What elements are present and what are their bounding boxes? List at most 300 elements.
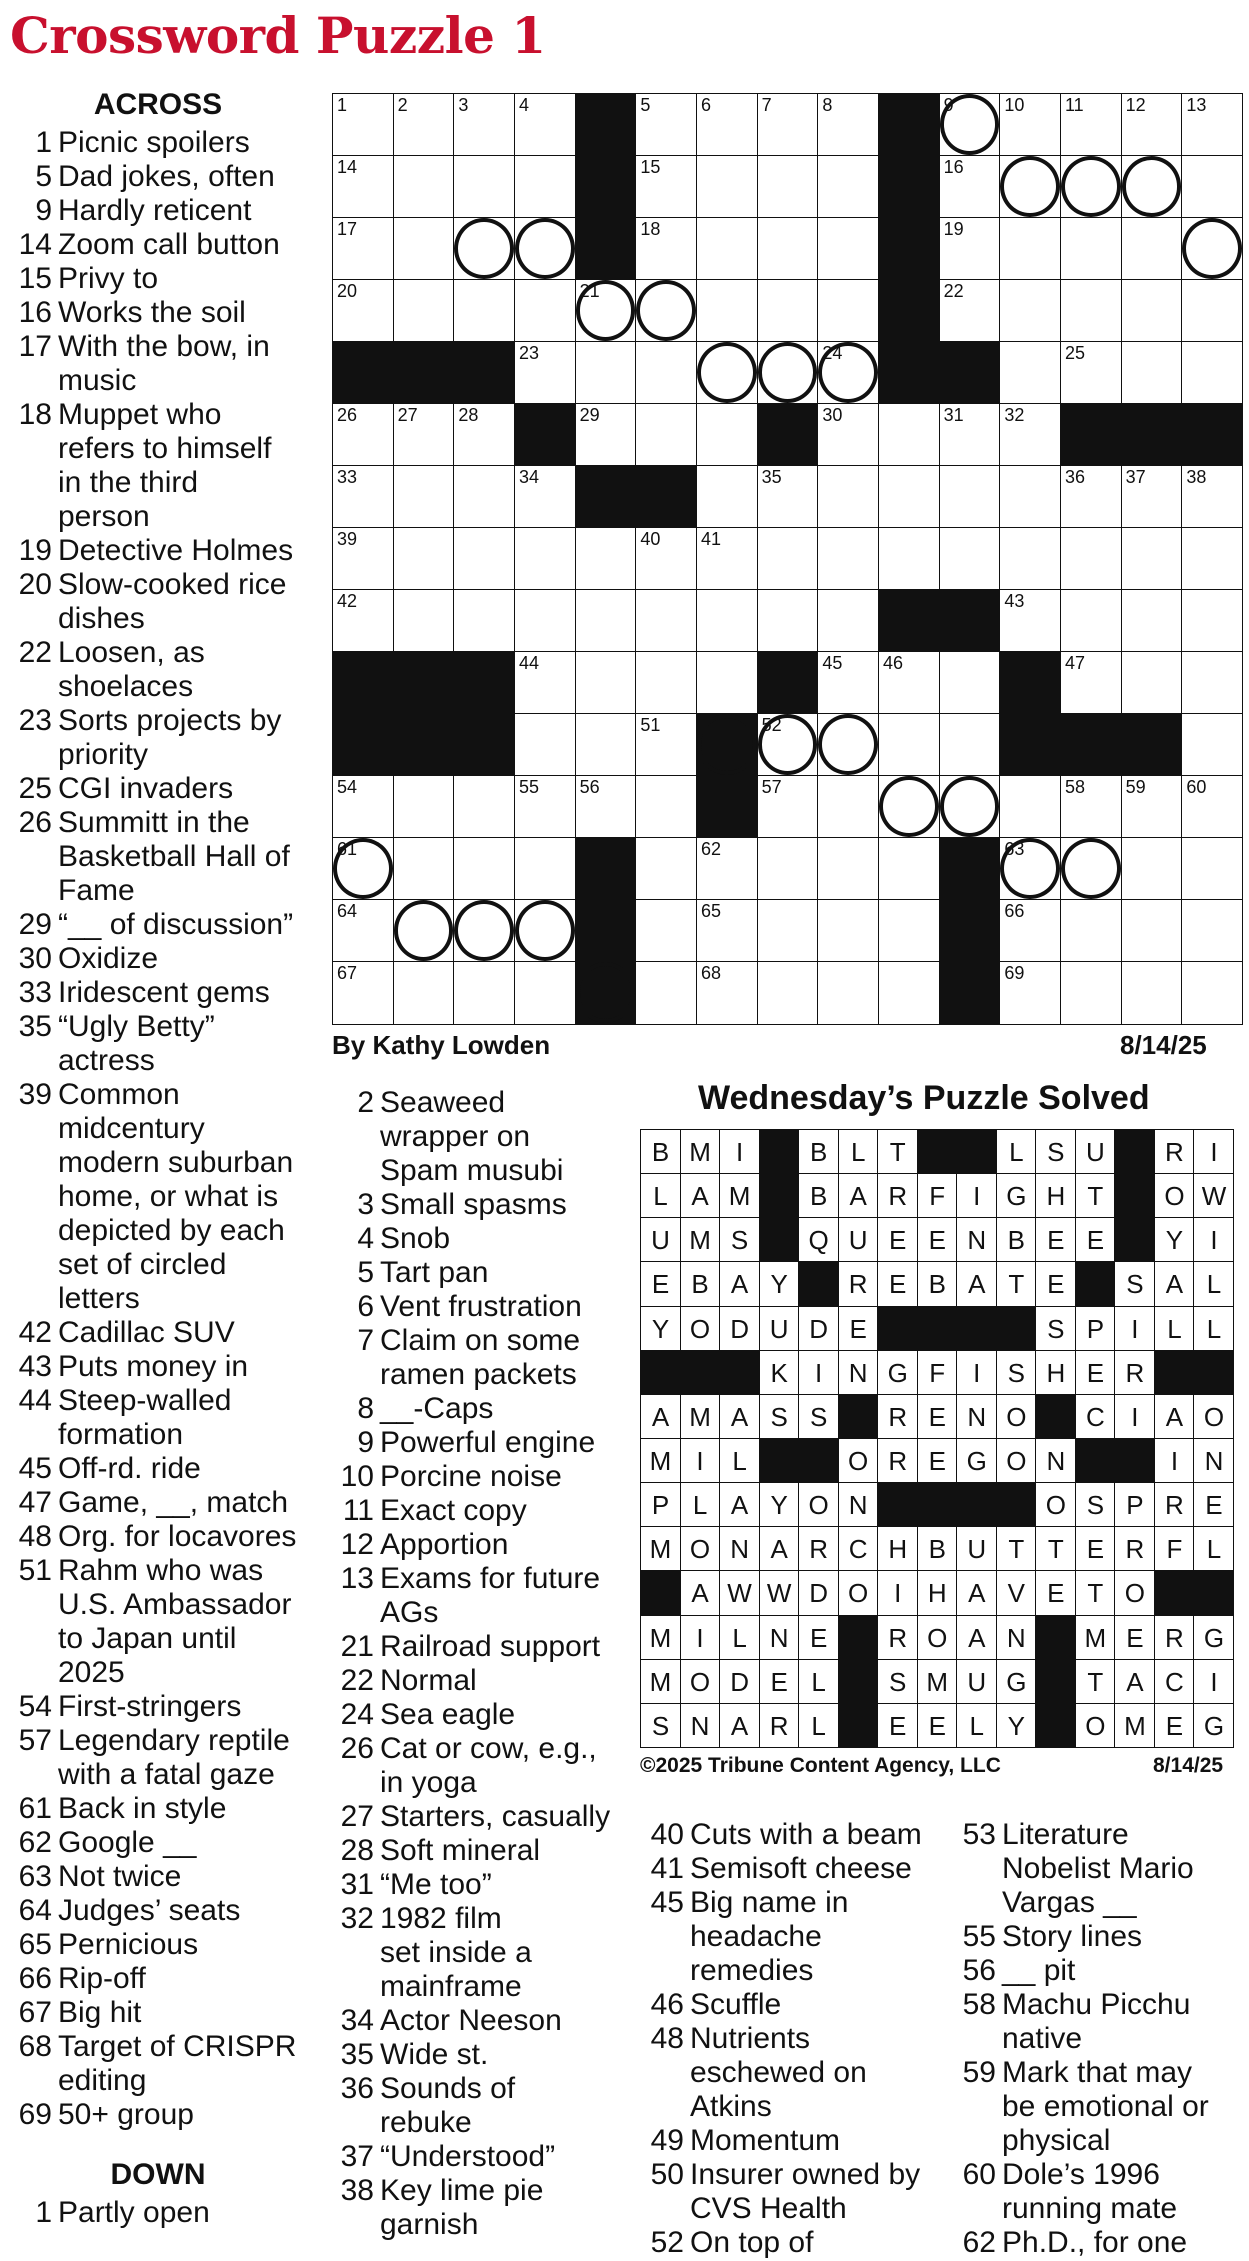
- clue-item[interactable]: [8, 2098, 308, 2132]
- grid-cell[interactable]: [939, 527, 1001, 591]
- grid-cell[interactable]: [1060, 899, 1122, 963]
- grid-cell[interactable]: [939, 713, 1001, 777]
- clue-item[interactable]: [330, 1528, 620, 1562]
- grid-cell[interactable]: [999, 155, 1061, 219]
- grid-cell[interactable]: [817, 589, 879, 653]
- grid-cell[interactable]: [939, 651, 1001, 715]
- grid-cell[interactable]: [514, 527, 576, 591]
- clue-line: Org. for locavores: [58, 1520, 297, 1553]
- grid-cell[interactable]: [514, 837, 576, 901]
- grid-cell[interactable]: [999, 403, 1061, 467]
- grid-cell[interactable]: [635, 961, 697, 1025]
- clue-item[interactable]: [8, 398, 308, 534]
- clue-item[interactable]: [330, 1562, 620, 1630]
- grid-cell[interactable]: [575, 279, 637, 343]
- grid-cell[interactable]: [817, 527, 879, 591]
- grid-cell[interactable]: [575, 589, 637, 653]
- grid-cell[interactable]: [393, 899, 455, 963]
- grid-cell[interactable]: [575, 651, 637, 715]
- clue-text: [58, 2030, 308, 2098]
- grid-cell[interactable]: [817, 961, 879, 1025]
- clue-item[interactable]: [8, 1860, 308, 1894]
- grid-cell[interactable]: [1181, 279, 1243, 343]
- grid-cell[interactable]: [1181, 155, 1243, 219]
- clue-item[interactable]: [8, 942, 308, 976]
- clue-item[interactable]: [330, 2174, 620, 2242]
- grid-cell[interactable]: [878, 403, 940, 467]
- grid-cell[interactable]: [757, 341, 819, 405]
- clue-item[interactable]: [8, 636, 308, 704]
- grid-cell[interactable]: [332, 93, 394, 157]
- grid-cell[interactable]: [696, 279, 758, 343]
- grid-cell[interactable]: [1181, 589, 1243, 653]
- grid-cell[interactable]: [939, 217, 1001, 281]
- grid-cell[interactable]: [1121, 341, 1183, 405]
- grid-cell[interactable]: [1060, 527, 1122, 591]
- clue-item[interactable]: [330, 1256, 620, 1290]
- grid-cell[interactable]: [1060, 217, 1122, 281]
- grid-cell[interactable]: [1121, 651, 1183, 715]
- clue-item[interactable]: [952, 1954, 1247, 1988]
- clue-number: 3: [357, 1188, 374, 1221]
- clue-item[interactable]: [8, 1690, 308, 1724]
- cell-number: 25: [1065, 343, 1086, 363]
- grid-cell[interactable]: [514, 775, 576, 839]
- grid-cell[interactable]: [757, 465, 819, 529]
- clue-item[interactable]: [8, 126, 308, 160]
- clue-number: 60: [962, 2158, 996, 2191]
- grid-cell[interactable]: [453, 775, 515, 839]
- clue-item[interactable]: [8, 262, 308, 296]
- grid-cell[interactable]: [332, 899, 394, 963]
- grid-cell[interactable]: [757, 589, 819, 653]
- clue-item[interactable]: [952, 2158, 1247, 2226]
- grid-cell[interactable]: [453, 217, 515, 281]
- cell-number: 20: [337, 281, 358, 301]
- grid-cell[interactable]: [514, 961, 576, 1025]
- grid-cell[interactable]: [332, 837, 394, 901]
- clue-item[interactable]: [330, 1800, 620, 1834]
- grid-cell[interactable]: [1060, 961, 1122, 1025]
- grid-cell[interactable]: [757, 775, 819, 839]
- grid-cell[interactable]: [453, 589, 515, 653]
- grid-cell[interactable]: [393, 217, 455, 281]
- grid-cell[interactable]: [1121, 527, 1183, 591]
- grid-cell[interactable]: [939, 155, 1001, 219]
- grid-cell[interactable]: [817, 713, 879, 777]
- grid-cell[interactable]: [999, 217, 1061, 281]
- clue-item[interactable]: [8, 534, 308, 568]
- grid-cell[interactable]: [696, 93, 758, 157]
- clue-text: [1002, 1954, 1247, 1988]
- grid-cell[interactable]: [1060, 279, 1122, 343]
- clue-item[interactable]: [8, 1010, 308, 1078]
- grid-cell[interactable]: [878, 961, 940, 1025]
- grid-cell[interactable]: [999, 527, 1061, 591]
- grid-cell[interactable]: [999, 589, 1061, 653]
- grid-cell[interactable]: [453, 93, 515, 157]
- clue-number: 40: [650, 1818, 684, 1851]
- clue-item[interactable]: [8, 568, 308, 636]
- grid-cell[interactable]: [757, 155, 819, 219]
- grid-cell[interactable]: [635, 589, 697, 653]
- grid-cell[interactable]: [1181, 217, 1243, 281]
- clue-item[interactable]: [8, 772, 308, 806]
- clue-item[interactable]: [8, 1554, 308, 1690]
- grid-cell[interactable]: [1181, 775, 1243, 839]
- grid-cell[interactable]: [514, 217, 576, 281]
- clue-line: Apportion: [380, 1528, 509, 1561]
- clue-item[interactable]: [8, 1996, 308, 2030]
- clue-text: [1002, 2158, 1247, 2226]
- clue-item[interactable]: [8, 976, 308, 1010]
- solved-letter-cell: E: [838, 1306, 879, 1352]
- clue-line: With the bow, in: [58, 330, 270, 363]
- clue-item[interactable]: [330, 1460, 620, 1494]
- clue-text: [690, 1886, 940, 1988]
- grid-cell[interactable]: [1121, 465, 1183, 529]
- grid-cell[interactable]: [757, 93, 819, 157]
- clue-item[interactable]: [330, 2004, 620, 2038]
- grid-cell[interactable]: [332, 155, 394, 219]
- clue-item[interactable]: [330, 2072, 620, 2140]
- grid-cell[interactable]: [757, 961, 819, 1025]
- clue-item[interactable]: [640, 1988, 940, 2022]
- grid-cell[interactable]: [757, 217, 819, 281]
- grid-cell[interactable]: [1121, 589, 1183, 653]
- grid-cell[interactable]: [453, 961, 515, 1025]
- clue-line: Game, __, match: [58, 1486, 289, 1519]
- grid-cell[interactable]: [757, 279, 819, 343]
- clue-item[interactable]: [8, 1928, 308, 1962]
- clue-text: [58, 2196, 308, 2230]
- grid-cell[interactable]: [635, 527, 697, 591]
- grid-cell[interactable]: [939, 403, 1001, 467]
- grid-cell[interactable]: [939, 279, 1001, 343]
- grid-cell[interactable]: [999, 837, 1061, 901]
- clue-line: editing: [58, 2064, 147, 2097]
- grid-cell[interactable]: [939, 465, 1001, 529]
- clue-item[interactable]: [8, 1384, 308, 1452]
- grid-cell[interactable]: [332, 589, 394, 653]
- grid-cell[interactable]: [817, 217, 879, 281]
- grid-cell[interactable]: [696, 961, 758, 1025]
- clue-item[interactable]: [330, 1732, 620, 1800]
- clue-item[interactable]: [8, 194, 308, 228]
- clue-text: [690, 1988, 940, 2022]
- grid-cell[interactable]: [635, 155, 697, 219]
- clue-item[interactable]: [8, 1316, 308, 1350]
- grid-cell[interactable]: [1181, 837, 1243, 901]
- clue-item[interactable]: [640, 2158, 940, 2226]
- clue-item[interactable]: [330, 1664, 620, 1698]
- grid-cell[interactable]: [514, 93, 576, 157]
- grid-cell[interactable]: [757, 837, 819, 901]
- clue-item[interactable]: [8, 160, 308, 194]
- grid-cell[interactable]: [332, 279, 394, 343]
- grid-cell[interactable]: [575, 713, 637, 777]
- grid-cell[interactable]: [635, 341, 697, 405]
- grid-cell[interactable]: [332, 217, 394, 281]
- grid-cell[interactable]: [393, 403, 455, 467]
- cell-number: 6: [701, 95, 712, 115]
- grid-cell[interactable]: [453, 527, 515, 591]
- grid-cell[interactable]: [635, 217, 697, 281]
- grid-cell[interactable]: [817, 465, 879, 529]
- grid-cell[interactable]: [514, 465, 576, 529]
- grid-cell[interactable]: [514, 651, 576, 715]
- solved-black-square: [640, 1570, 681, 1616]
- clue-item[interactable]: [330, 1902, 620, 2004]
- grid-cell[interactable]: [696, 155, 758, 219]
- clue-item[interactable]: [8, 704, 308, 772]
- grid-cell[interactable]: [878, 465, 940, 529]
- clue-item[interactable]: [640, 2124, 940, 2158]
- grid-cell[interactable]: [696, 403, 758, 467]
- grid-cell[interactable]: [817, 775, 879, 839]
- clue-item[interactable]: [640, 1818, 940, 1852]
- grid-cell[interactable]: [1060, 341, 1122, 405]
- clue-item[interactable]: [952, 2226, 1247, 2260]
- solved-letter-cell: R: [1154, 1482, 1195, 1528]
- grid-cell[interactable]: [817, 93, 879, 157]
- grid-cell[interactable]: [514, 155, 576, 219]
- clue-item[interactable]: [8, 1826, 308, 1860]
- clue-item[interactable]: [8, 1452, 308, 1486]
- grid-cell[interactable]: [757, 899, 819, 963]
- grid-cell[interactable]: [514, 279, 576, 343]
- grid-cell[interactable]: [1060, 775, 1122, 839]
- grid-cell[interactable]: [1060, 589, 1122, 653]
- grid-cell[interactable]: [453, 403, 515, 467]
- grid-cell[interactable]: [393, 527, 455, 591]
- grid-cell[interactable]: [1060, 155, 1122, 219]
- clue-item[interactable]: [8, 2196, 308, 2230]
- grid-cell[interactable]: [817, 899, 879, 963]
- grid-cell[interactable]: [696, 527, 758, 591]
- grid-cell[interactable]: [878, 899, 940, 963]
- grid-cell[interactable]: [332, 403, 394, 467]
- grid-cell[interactable]: [575, 775, 637, 839]
- grid-cell[interactable]: [1121, 217, 1183, 281]
- clue-item[interactable]: [8, 2030, 308, 2098]
- grid-cell[interactable]: [1060, 837, 1122, 901]
- grid-cell[interactable]: [393, 465, 455, 529]
- clue-item[interactable]: [8, 1486, 308, 1520]
- grid-cell[interactable]: [635, 279, 697, 343]
- grid-cell[interactable]: [1181, 527, 1243, 591]
- crossword-grid[interactable]: [332, 93, 1242, 1023]
- grid-cell[interactable]: [332, 465, 394, 529]
- grid-cell[interactable]: [817, 341, 879, 405]
- clue-number: 33: [18, 976, 52, 1009]
- solved-letter-cell: I: [1193, 1217, 1234, 1263]
- clue-item[interactable]: [330, 1086, 620, 1188]
- grid-cell[interactable]: [817, 403, 879, 467]
- grid-cell[interactable]: [393, 155, 455, 219]
- clue-item[interactable]: [330, 1324, 620, 1392]
- grid-cell[interactable]: [1181, 651, 1243, 715]
- grid-cell[interactable]: [1060, 465, 1122, 529]
- grid-cell[interactable]: [1121, 899, 1183, 963]
- grid-cell[interactable]: [1181, 899, 1243, 963]
- grid-cell[interactable]: [635, 93, 697, 157]
- grid-cell[interactable]: [878, 651, 940, 715]
- clue-item[interactable]: [8, 806, 308, 908]
- clue-item[interactable]: [330, 1426, 620, 1460]
- clue-item[interactable]: [952, 1988, 1247, 2056]
- clue-item[interactable]: [330, 1630, 620, 1664]
- clue-text: [58, 942, 308, 976]
- grid-cell[interactable]: [575, 527, 637, 591]
- clue-item[interactable]: [640, 1886, 940, 1988]
- clue-item[interactable]: [330, 1834, 620, 1868]
- grid-cell[interactable]: [1181, 341, 1243, 405]
- grid-cell[interactable]: [1121, 155, 1183, 219]
- clue-item[interactable]: [952, 1818, 1247, 1920]
- grid-cell[interactable]: [393, 279, 455, 343]
- grid-cell[interactable]: [817, 279, 879, 343]
- grid-cell[interactable]: [635, 899, 697, 963]
- grid-cell[interactable]: [453, 155, 515, 219]
- grid-cell[interactable]: [1060, 651, 1122, 715]
- clue-item[interactable]: [330, 1698, 620, 1732]
- clue-item[interactable]: [640, 2226, 940, 2260]
- grid-cell[interactable]: [696, 341, 758, 405]
- grid-cell[interactable]: [878, 713, 940, 777]
- clue-item[interactable]: [330, 1392, 620, 1426]
- grid-cell[interactable]: [757, 527, 819, 591]
- grid-cell[interactable]: [817, 155, 879, 219]
- grid-cell[interactable]: [999, 279, 1061, 343]
- grid-cell[interactable]: [635, 775, 697, 839]
- clue-item[interactable]: [8, 1520, 308, 1554]
- clue-number: 46: [650, 1988, 684, 2021]
- cell-number: 52: [761, 715, 782, 735]
- grid-cell[interactable]: [1181, 961, 1243, 1025]
- grid-cell[interactable]: [696, 899, 758, 963]
- grid-cell[interactable]: [696, 651, 758, 715]
- clue-item[interactable]: [8, 908, 308, 942]
- solved-letter-cell: E: [917, 1703, 958, 1749]
- clue-line: Target of CRISPR: [58, 2030, 297, 2063]
- grid-cell[interactable]: [1121, 961, 1183, 1025]
- clue-item[interactable]: [8, 228, 308, 262]
- clue-item[interactable]: [330, 1222, 620, 1256]
- clue-item[interactable]: [330, 1494, 620, 1528]
- cell-number: 54: [337, 777, 358, 797]
- grid-cell[interactable]: [332, 961, 394, 1025]
- grid-cell[interactable]: [696, 589, 758, 653]
- grid-cell[interactable]: [635, 837, 697, 901]
- clue-line: set inside a: [380, 1936, 532, 1969]
- grid-cell[interactable]: [939, 93, 1001, 157]
- clue-item[interactable]: [330, 1188, 620, 1222]
- grid-cell[interactable]: [817, 651, 879, 715]
- grid-cell[interactable]: [514, 341, 576, 405]
- clue-item[interactable]: [330, 2038, 620, 2072]
- grid-cell[interactable]: [635, 651, 697, 715]
- clue-item[interactable]: [8, 1350, 308, 1384]
- grid-cell[interactable]: [878, 837, 940, 901]
- grid-cell[interactable]: [999, 93, 1061, 157]
- clue-line: Soft mineral: [380, 1834, 541, 1867]
- grid-cell[interactable]: [999, 899, 1061, 963]
- grid-cell[interactable]: [878, 527, 940, 591]
- grid-cell[interactable]: [393, 589, 455, 653]
- clue-item[interactable]: [330, 1868, 620, 1902]
- grid-cell[interactable]: [575, 341, 637, 405]
- clue-item[interactable]: [8, 296, 308, 330]
- grid-cell[interactable]: [393, 93, 455, 157]
- grid-cell[interactable]: [575, 403, 637, 467]
- grid-cell[interactable]: [999, 961, 1061, 1025]
- clue-item[interactable]: [8, 1894, 308, 1928]
- clue-item[interactable]: [8, 1724, 308, 1792]
- clue-item[interactable]: [330, 2140, 620, 2174]
- clue-item[interactable]: [330, 1290, 620, 1324]
- grid-cell[interactable]: [878, 775, 940, 839]
- grid-cell[interactable]: [514, 899, 576, 963]
- grid-cell[interactable]: [817, 837, 879, 901]
- clue-item[interactable]: [8, 1962, 308, 1996]
- grid-cell[interactable]: [757, 713, 819, 777]
- grid-cell[interactable]: [635, 403, 697, 467]
- black-square: [939, 961, 1001, 1025]
- grid-cell[interactable]: [635, 713, 697, 777]
- grid-cell[interactable]: [696, 465, 758, 529]
- grid-cell[interactable]: [332, 527, 394, 591]
- grid-cell[interactable]: [1181, 93, 1243, 157]
- clue-item[interactable]: [952, 2056, 1247, 2158]
- grid-cell[interactable]: [453, 899, 515, 963]
- clue-line: running mate: [1002, 2192, 1178, 2225]
- clue-item[interactable]: [8, 1792, 308, 1826]
- solved-letter-cell: L: [719, 1615, 760, 1661]
- grid-cell[interactable]: [1181, 465, 1243, 529]
- grid-cell[interactable]: [393, 837, 455, 901]
- grid-cell[interactable]: [453, 465, 515, 529]
- grid-cell[interactable]: [514, 589, 576, 653]
- clue-item[interactable]: [952, 1920, 1247, 1954]
- grid-cell[interactable]: [696, 837, 758, 901]
- grid-cell[interactable]: [999, 341, 1061, 405]
- grid-cell[interactable]: [453, 837, 515, 901]
- grid-cell[interactable]: [514, 713, 576, 777]
- grid-cell[interactable]: [999, 775, 1061, 839]
- grid-cell[interactable]: [1060, 93, 1122, 157]
- clue-number: 36: [340, 2072, 374, 2105]
- grid-cell[interactable]: [939, 775, 1001, 839]
- black-square: [757, 403, 819, 467]
- grid-cell[interactable]: [696, 217, 758, 281]
- clue-item[interactable]: [8, 330, 308, 398]
- grid-cell[interactable]: [332, 775, 394, 839]
- grid-cell[interactable]: [1121, 93, 1183, 157]
- grid-cell[interactable]: [1121, 775, 1183, 839]
- clue-item[interactable]: [640, 1852, 940, 1886]
- cell-number: 63: [1004, 839, 1025, 859]
- grid-cell[interactable]: [1121, 837, 1183, 901]
- grid-cell[interactable]: [1121, 279, 1183, 343]
- grid-cell[interactable]: [453, 279, 515, 343]
- grid-cell[interactable]: [999, 465, 1061, 529]
- grid-cell[interactable]: [393, 961, 455, 1025]
- grid-cell[interactable]: [393, 775, 455, 839]
- grid-cell[interactable]: [1181, 713, 1243, 777]
- clue-item[interactable]: [640, 2022, 940, 2124]
- clue-item[interactable]: [8, 1078, 308, 1316]
